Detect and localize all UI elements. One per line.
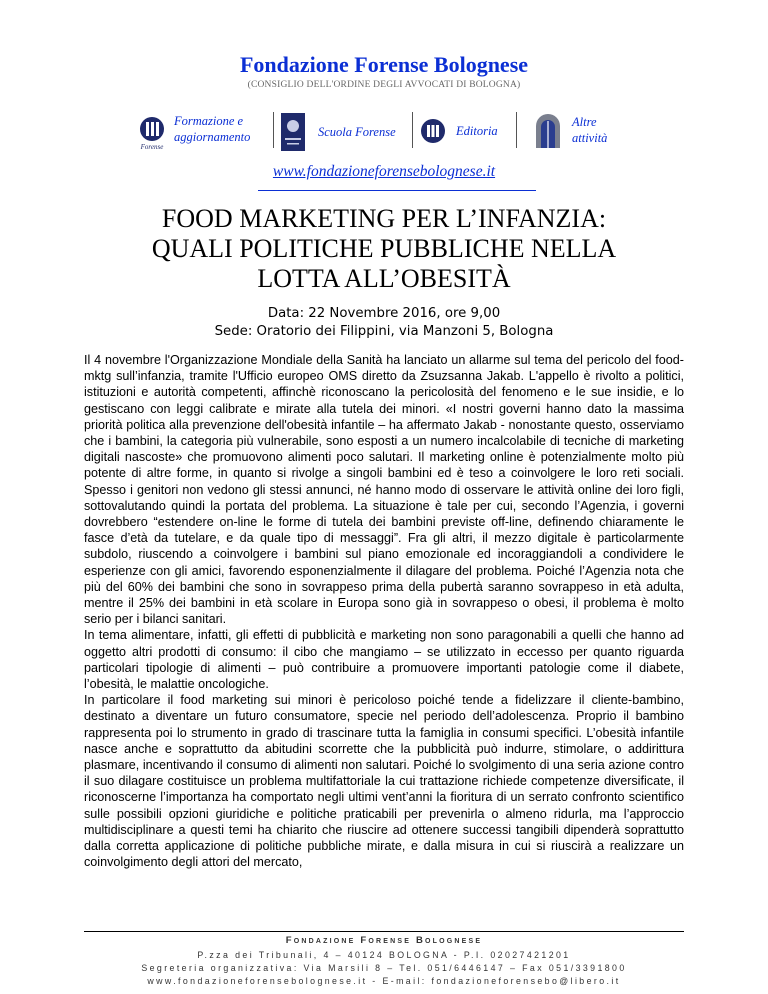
body-paragraph: In tema alimentare, infatti, gli effetti di pubblicità e marketing non sono paragonabili a quelli che hanno ad oggetto altri prodotti di consumo: il cibo che mangiamo – se utilizzato in eccesso per quanto riguarda particolari tipologie di alimenti – può contribuire a promuovere importanti patologie come il diabete, l’obesità, le malattie oncologiche.	[84, 628, 684, 692]
nav-altre-line1: Altre	[572, 115, 597, 129]
body-paragraph: Il 4 novembre l'Organizzazione Mondiale della Sanità ha lanciato un allarme sul tema del pericolo del food-mktg sull’infanzia, tramite l'Ufficio europeo OMS diretto da Zsuzsanna Jakab. L'appello è rivolto a politici, istituzioni e autorità competenti, affinchè riconoscano la pericolosità del fenomeno e le sue insidie, e lo gestiscano con leggi calibrate e mirate alla tutela dei minori. «I nostri governi hanno dato la massima priorità politica alla prevenzione dell'obesità infantile – ha affermato Jakab - nonostante questo, osserviamo che i bambini, la categoria più vulnerabile, sono esposti a un numero incalcolabile di tecniche di marketing digitali nascoste» che promuovono alimenti poco salutari. Il marketing online è potenzialmente molto più potente di altre forme, in quanto si rivolge a singoli bambini ed è teso a coinvolgere le loro reti sociali. Spesso i genitori non vedono gli stessi annunci, né hanno modo di osservare le attività online dei loro figli, sottovalutando quindi la portata del problema. La situazione è tale per cui, secondo l’Agenzia, i governi dovrebbero “estendere on-line le forme di tutela dei bambini previste off-line, definendo chiaramente le fasce d’età da tutelare, e da quale tipo di messaggi”. Fra gli altri, il mezzo digitale è particolarmente subdolo, riuscendo a coinvolgere i bambini sul piano emozionale ed incoraggiandoli a condividere le esperienze con gli amici, favorendo esponenzialmente il dilagare del problema. Poiché l’Agenzia nota che più del 60% dei bambini che sono in sovrappeso prima della pubertà saranno sovrappeso in età adulta, mentre il 25% dei bambini in età scolare in Europa sono già in sovrappeso o obesi, il problema è molto serio per i bilanci sanitari.	[84, 353, 684, 627]
body-paragraph: In particolare il food marketing sui minori è pericoloso poiché tende a fidelizzare il cliente-bambino, destinato a diventare un futuro consumatore, specie nel periodo dell’adolescenza. Proprio il bambino rappresenta poi lo strumento in grado di trascinare tutta la famiglia in consumi specifici. L’obesità infantile nasce anche e soprattutto da abitudini scorrette che la pubblicità può indurre, stimolare, o addirittura plasmare, incentivando il consumo di alimenti non salutari. Poiché lo svolgimento di una seria azione contro il suo dilagare costituisce un problema multifattoriale la cui trattazione richiede competenze diversificate, il riconoscerne l’importanza ha comportato negli ultimi vent’anni la fioritura di un serrato confronto scientifico sulle possibili opzioni giuridiche e politiche praticabili per prevenirla o almeno ridurla, ma l’approccio multidisciplinare a questi temi ha chiarito che riuscire ad ottenere successi tangibili dipenderà soprattutto dalla corretta applicazione di politiche pubbliche mirate, e dalla misura in cui si riuscirà a realizzare un coinvolgimento degli attori del mercato,	[84, 693, 684, 870]
nav-formazione[interactable]	[138, 113, 251, 151]
nav-divider	[412, 112, 413, 148]
nav-editoria[interactable]	[420, 118, 498, 144]
nav-altre-attivita[interactable]	[534, 112, 607, 148]
foundation-subtitle: (CONSIGLIO DELL'ORDINE DEGLI AVVOCATI DI BOLOGNA)	[247, 80, 521, 90]
nav-divider	[273, 112, 274, 148]
nav-scuola-forense[interactable]	[280, 110, 396, 154]
footer-web-email: www.fondazioneforensebolognese.it - E-mail: fondazioneforensebo@libero.it	[147, 976, 621, 986]
article-body	[84, 352, 684, 871]
title-line: QUALI POLITICHE PUBBLICHE NELLA	[151, 234, 617, 263]
footer-address: P.zza dei Tribunali, 4 – 40124 BOLOGNA - P.I. 02027421201	[197, 950, 571, 960]
event-date: Data: 22 Novembre 2016, ore 9,00	[267, 306, 501, 321]
editoria-logo-icon	[420, 118, 446, 144]
nav-formazione-line2: aggiornamento	[174, 130, 251, 144]
header-divider	[258, 190, 536, 191]
nav-scuola-forense-label: Scuola Forense	[318, 124, 396, 139]
footer-title: Fondazione Forense Bolognese	[285, 935, 483, 946]
svg-text:Forense: Forense	[140, 143, 164, 151]
nav-formazione-line1: Formazione e	[174, 114, 244, 128]
footer-rule	[84, 931, 684, 932]
nav-altre-line2: attività	[572, 131, 608, 145]
arch-window-icon	[534, 112, 562, 148]
foundation-logo-icon	[136, 113, 168, 153]
scuola-forense-book-icon	[280, 112, 306, 152]
foundation-title: Fondazione Forense Bolognese	[239, 52, 529, 77]
title-line: FOOD MARKETING PER L’INFANZIA:	[161, 204, 607, 233]
nav-editoria-label: Editoria	[456, 123, 498, 138]
document-title	[80, 204, 688, 294]
website-link[interactable]: www.fondazioneforensebolognese.it	[272, 163, 496, 180]
nav-divider	[516, 112, 517, 148]
footer-secretariat: Segreteria organizzativa: Via Marsili 8 – Tel. 051/6446147 – Fax 051/3391800	[141, 963, 627, 973]
title-line: LOTTA ALL’OBESITÀ	[257, 264, 511, 293]
event-venue: Sede: Oratorio dei Filippini, via Manzoni 5, Bologna	[214, 324, 554, 339]
